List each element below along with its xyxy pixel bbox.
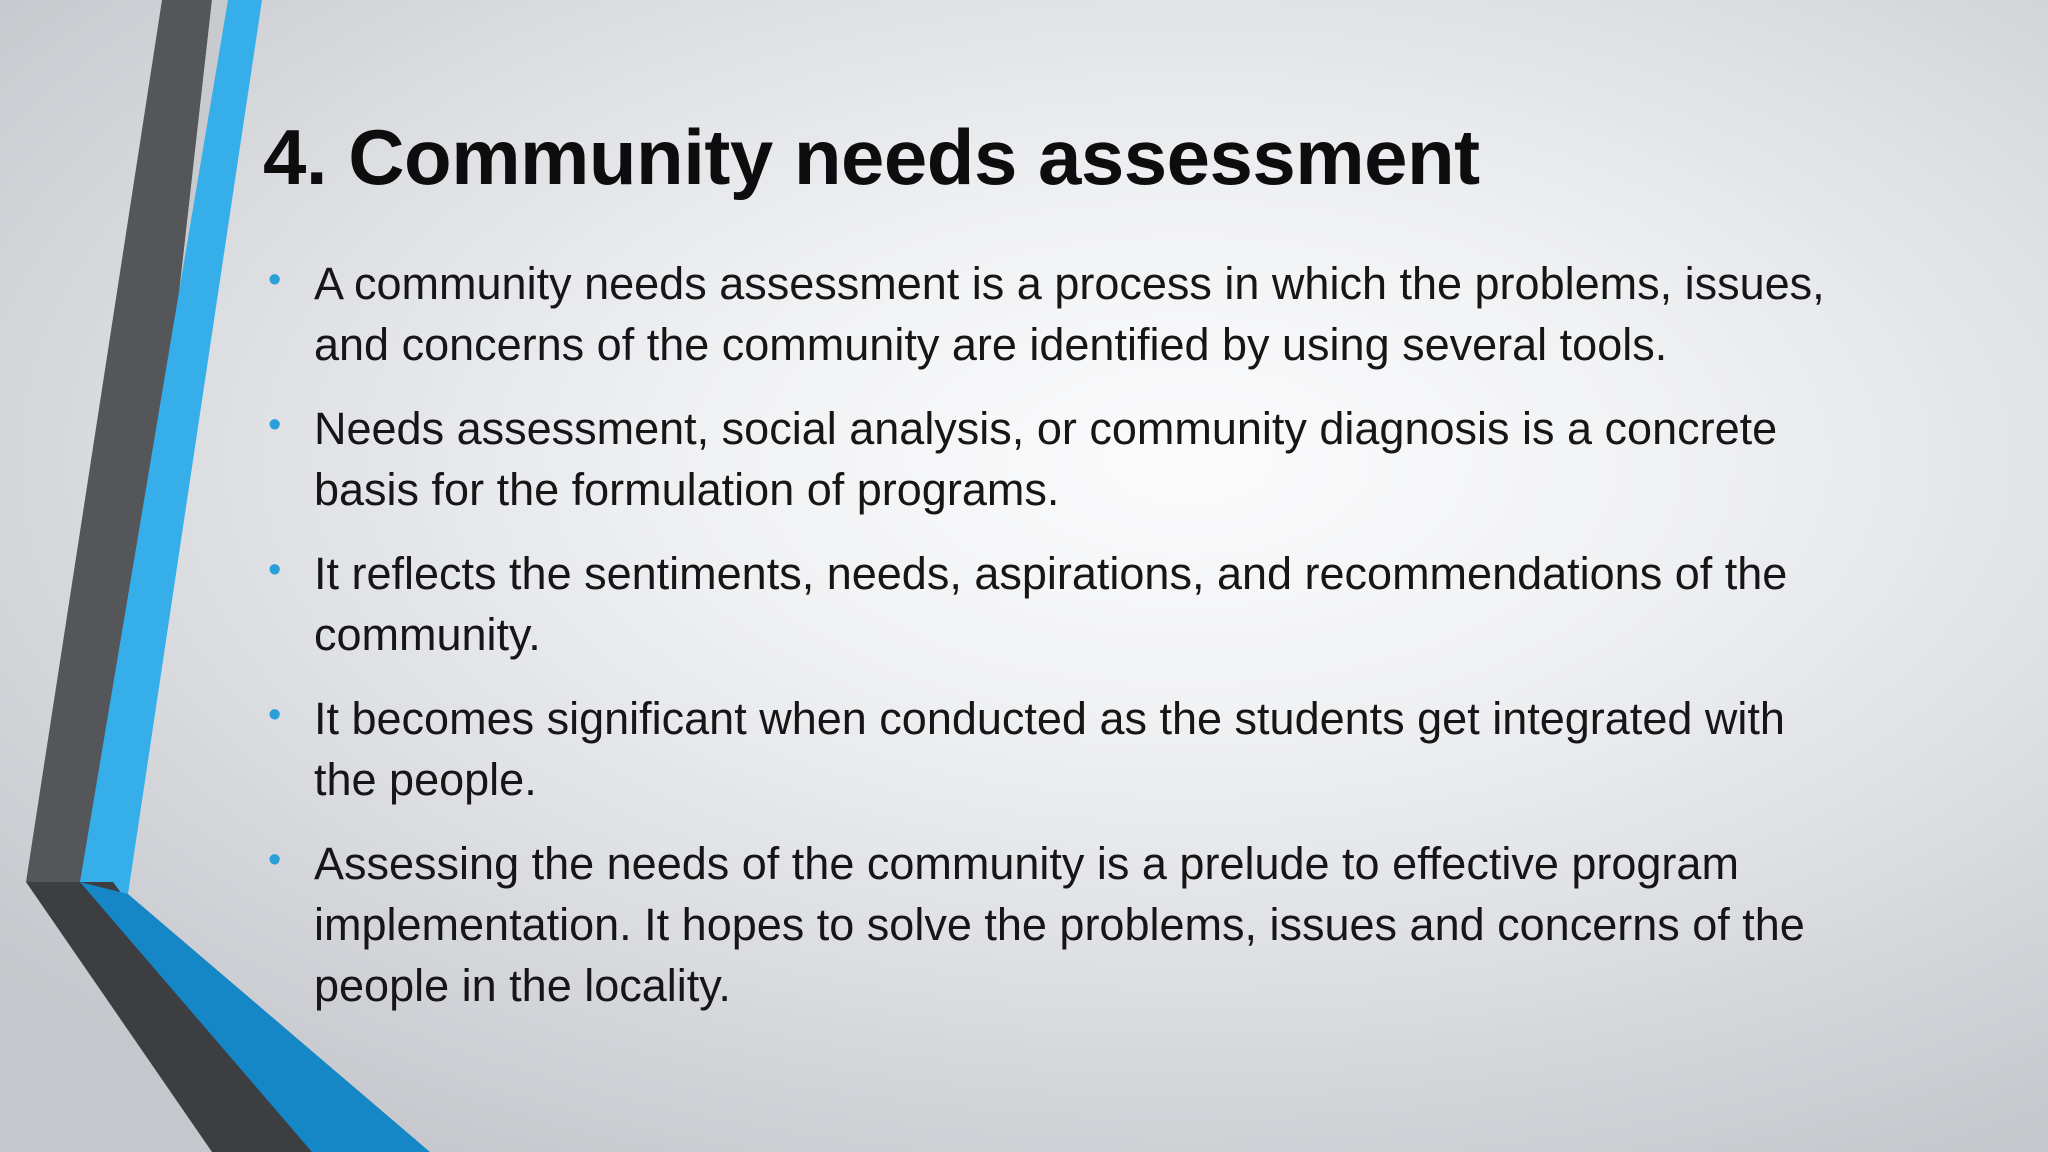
bullet-item-5 (262, 833, 1902, 1016)
bullet-text-line: basis for the formulation of programs. (314, 464, 1060, 515)
bullet-dot: • (268, 259, 282, 301)
bullet-list (262, 253, 1902, 1039)
bullet-text-line: Needs assessment, social analysis, or community diagnosis is a concrete (314, 403, 1778, 454)
bullet-text-line: It becomes significant when conducted as the students get integrated with (314, 693, 1785, 744)
bullet-text-line: implementation. It hopes to solve the problems, issues and concerns of the (314, 899, 1805, 950)
bullet-text-line: It reflects the sentiments, needs, aspirations, and recommendations of the (314, 548, 1788, 599)
bullet-text-line: and concerns of the community are identified by using several tools. (314, 319, 1668, 370)
bullet-item-2 (262, 398, 1902, 520)
bullet-dot: • (268, 549, 282, 591)
bullet-text-line: community. (314, 609, 541, 660)
bullet-item-4 (262, 688, 1902, 810)
bullet-dot: • (268, 404, 282, 446)
slide-title: 4. Community needs assessment (263, 113, 1480, 201)
bullet-text-line: A community needs assessment is a process in which the problems, issues, (314, 258, 1825, 309)
bullet-text-line: the people. (314, 754, 537, 805)
bullet-dot: • (268, 839, 282, 881)
bullet-item-1 (262, 253, 1902, 375)
bullet-dot: • (268, 694, 282, 736)
bullet-text-line: people in the locality. (314, 960, 731, 1011)
bullet-text-line: Assessing the needs of the community is a prelude to effective program (314, 838, 1739, 889)
bullet-item-3 (262, 543, 1902, 665)
